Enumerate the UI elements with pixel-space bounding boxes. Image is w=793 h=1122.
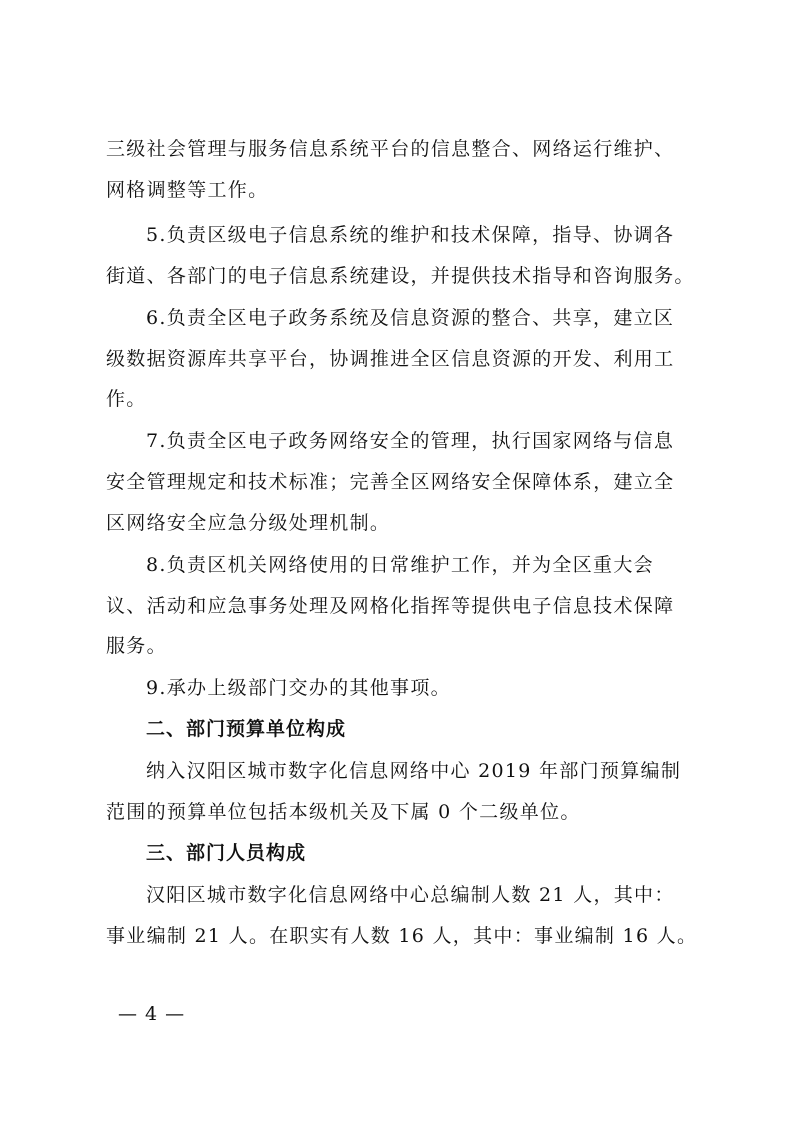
paragraph-line: 5.负责区级电子信息系统的维护和技术保障，指导、协调各 [146,224,675,246]
paragraph-line: 三级社会管理与服务信息系统平台的信息整合、网络运行维护、 [106,138,675,160]
paragraph-line: 6.负责全区电子政务系统及信息资源的整合、共享，建立区 [146,307,675,329]
paragraph-line: 9.承办上级部门交办的其他事项。 [146,677,451,699]
paragraph-line: 纳入汉阳区城市数字化信息网络中心 2019 年部门预算编制 [146,760,682,782]
paragraph-line: 安全管理规定和技术标准；完善全区网络安全保障体系，建立全 [106,471,675,493]
paragraph-line: 作。 [106,388,147,410]
paragraph-line: 服务。 [106,635,167,657]
paragraph-line: 街道、各部门的电子信息系统建设，并提供技术指导和咨询服务。 [106,265,695,287]
paragraph-line: 级数据资源库共享平台，协调推进全区信息资源的开发、利用工 [106,348,675,370]
paragraph-line: 汉阳区城市数字化信息网络中心总编制人数 21 人，其中： [146,884,675,906]
section-heading: 三、部门人员构成 [146,842,307,864]
paragraph-line: 8.负责区机关网络使用的日常维护工作，并为全区重大会 [146,554,654,576]
page-number: — 4 — [118,1003,186,1025]
paragraph-line: 议、活动和应急事务处理及网格化指挥等提供电子信息技术保障 [106,595,675,617]
paragraph-line: 范围的预算单位包括本级机关及下属 0 个二级单位。 [106,801,581,823]
section-heading: 二、部门预算单位构成 [146,718,347,740]
paragraph-line: 网格调整等工作。 [106,179,269,201]
paragraph-line: 事业编制 21 人。在职实有人数 16 人，其中：事业编制 16 人。 [106,925,698,947]
paragraph-line: 区网络安全应急分级处理机制。 [106,512,391,534]
paragraph-line: 7.负责全区电子政务网络安全的管理，执行国家网络与信息 [146,430,675,452]
